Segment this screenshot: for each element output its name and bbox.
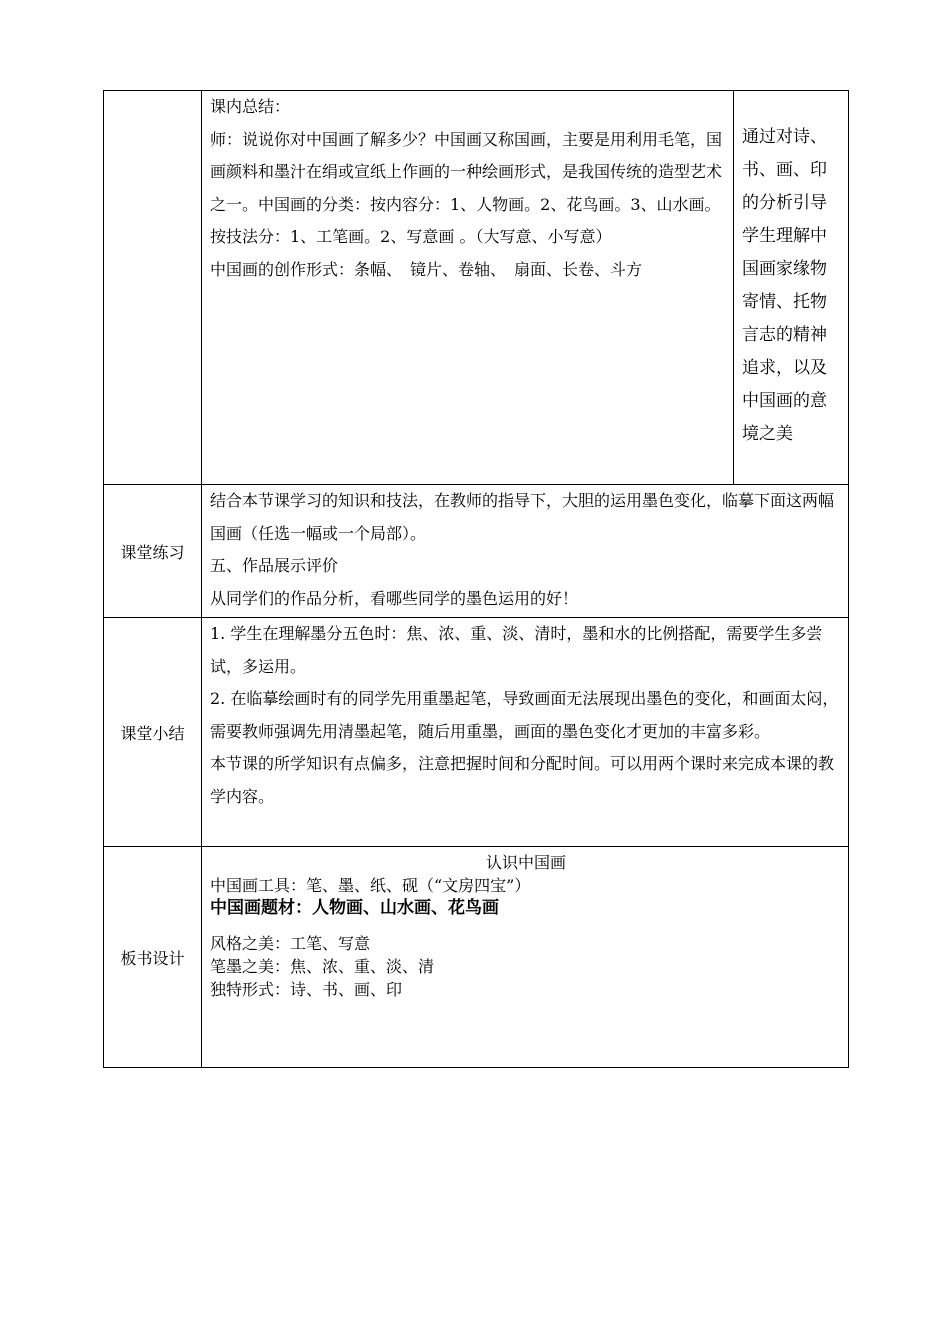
wrapup-content-cell	[202, 618, 849, 847]
board-ink: 笔墨之美：焦、浓、重、淡、清	[210, 957, 435, 976]
board-style: 风格之美：工笔、写意	[210, 934, 371, 953]
board-form: 独特形式：诗、书、画、印	[210, 980, 403, 999]
practice-content-cell	[202, 485, 849, 618]
wrapup-row	[104, 618, 849, 847]
summary-content-cell	[202, 91, 734, 485]
summary-forms: 中国画的创作形式：条幅、 镜片、卷轴、 扇面、长卷、斗方	[210, 259, 643, 279]
board-content-cell	[202, 847, 849, 1068]
wrapup-reflection: 本节课的所学知识有点偏多，注意把握时间和分配时间。可以用两个课时来完成本课的教学内容。	[210, 754, 835, 806]
wrapup-label: 课堂小结	[104, 618, 202, 847]
board-label: 板书设计	[104, 847, 202, 1068]
practice-row	[104, 485, 849, 618]
summary-heading: 课内总结：	[210, 97, 291, 116]
design-intent-note: 通过对诗、书、画、印的分析引导学生理解中国画家缘物寄情、托物言志的精神追求，以及中国画的意境之美	[734, 91, 849, 485]
board-title: 认识中国画	[485, 853, 566, 872]
wrapup-point-1: 1. 学生在理解墨分五色时：焦、浓、重、淡、清时，墨和水的比例搭配，需要学生多尝试，多运用。	[210, 624, 823, 676]
summary-label-cell	[104, 91, 202, 485]
practice-label: 课堂练习	[104, 485, 202, 618]
practice-instruction: 结合本节课学习的知识和技法，在教师的指导下，大胆的运用墨色变化，临摹下面这两幅国画（任选一幅或一个局部）。	[210, 491, 835, 543]
summary-row	[104, 91, 849, 485]
wrapup-point-2: 2. 在临摹绘画时有的同学先用重墨起笔，导致画面无法展现出墨色的变化，和画面太闷，需要教师强调先用清墨起笔，随后用重墨，画面的墨色变化才更加的丰富多彩。	[210, 689, 839, 741]
practice-section-title: 五、作品展示评价	[210, 556, 339, 575]
summary-paragraph: 师：说说你对中国画了解多少？中国画又称国画，主要是用利用毛笔，国画颜料和墨汁在绢或宣纸上作画的一种绘画形式，是我国传统的造型艺术之一。中国画的分类：按内容分：1、人物画。2、花鸟画。3、山水画。按技法分：1、工笔画。2、写意画 。（大写意、小写意）	[210, 129, 723, 246]
lesson-plan-table	[103, 90, 849, 1068]
board-row	[104, 847, 849, 1068]
board-tools: 中国画工具：笔、墨、纸、砚（“文房四宝”）	[210, 876, 531, 895]
board-subjects: 中国画题材：人物画、山水画、花鸟画	[210, 898, 499, 918]
practice-evaluation: 从同学们的作品分析，看哪些同学的墨色运用的好！	[210, 588, 579, 608]
